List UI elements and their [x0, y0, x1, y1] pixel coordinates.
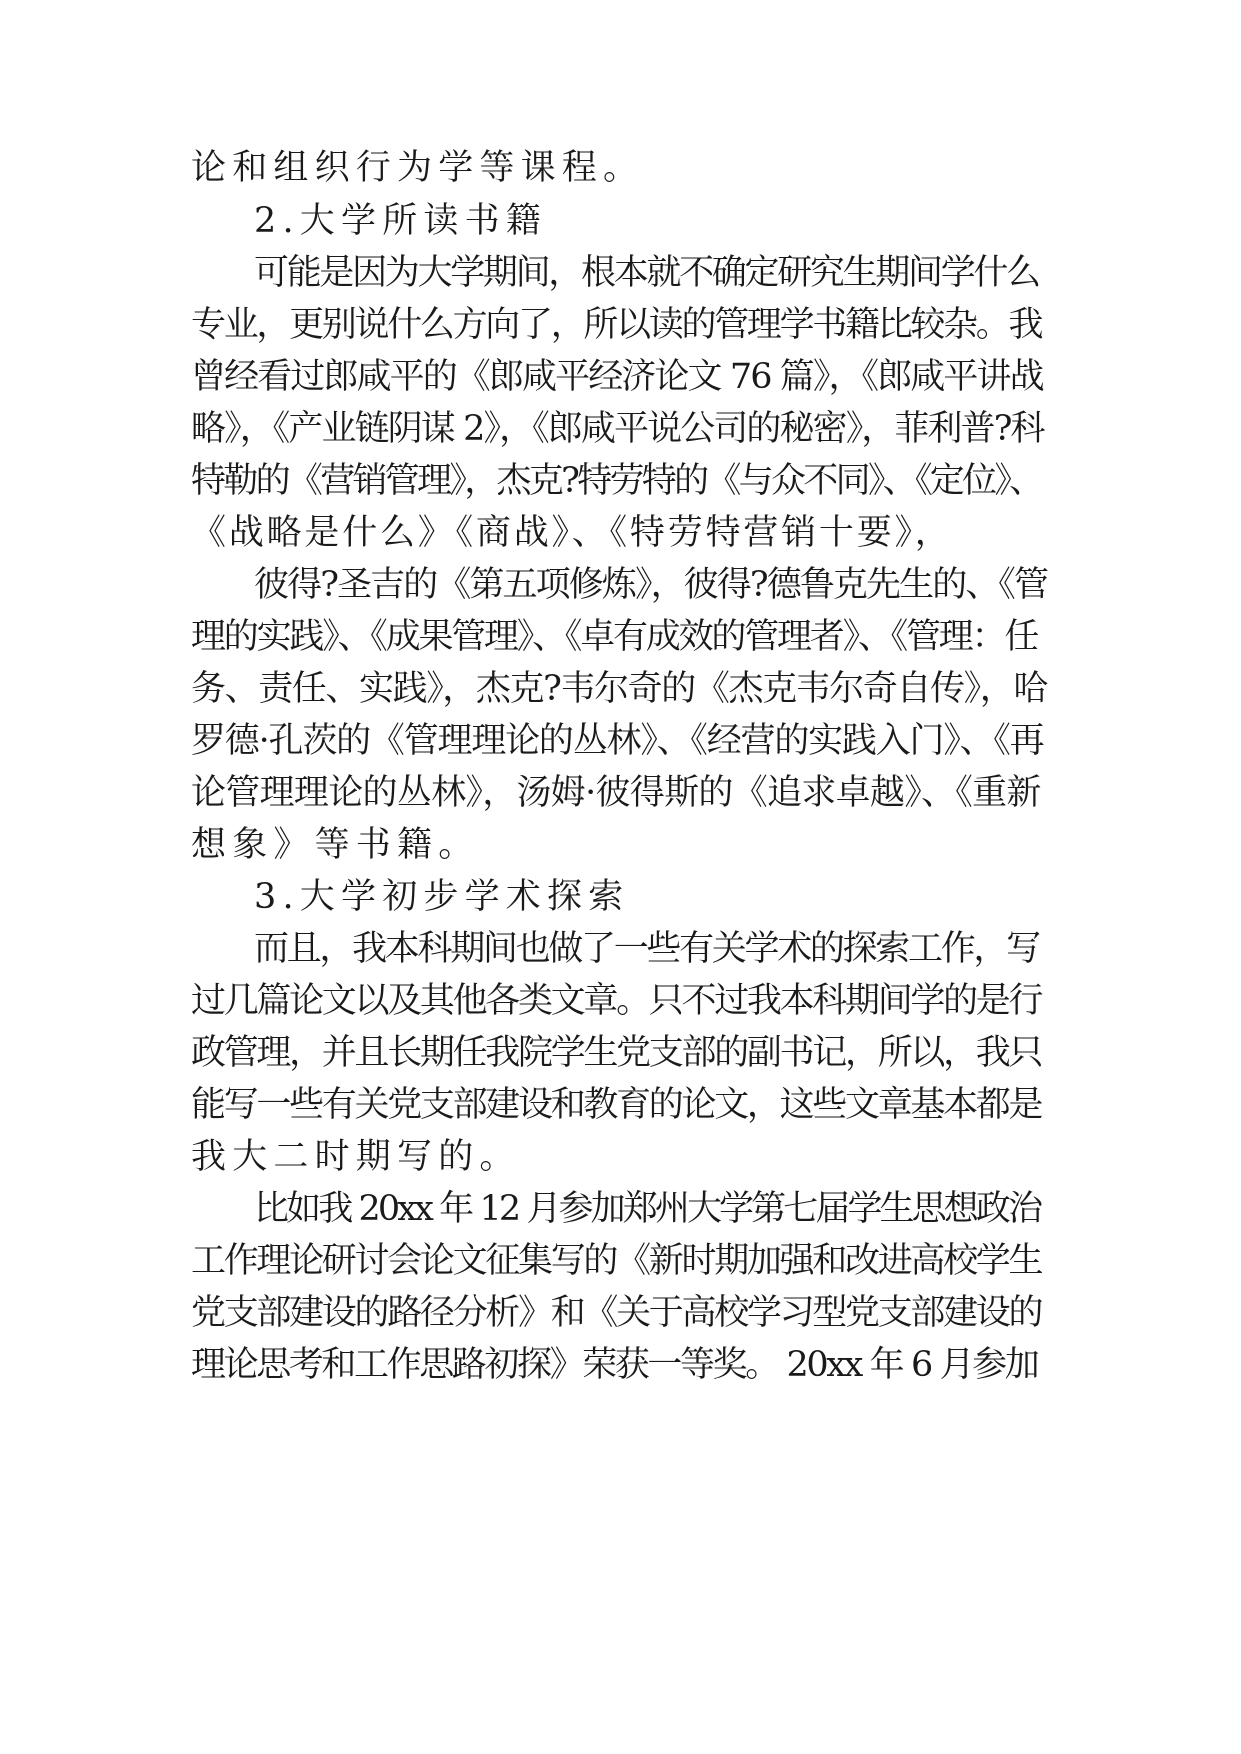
paragraph-line: 论和组织行为学等课程。 — [191, 148, 645, 188]
paragraph-line: 理的实践》、《成果管理》、《卓有成效的管理者》、《管理：任 — [191, 617, 1038, 657]
paragraph-line: 理论思考和工作思路初探》荣获一等奖。 20xx 年 6 月参加 — [191, 1345, 1038, 1385]
paragraph-line: 略》，《产业链阴谋 2》，《郎咸平说公司的秘密》，菲利普?科 — [191, 409, 1044, 449]
paragraph-line: 可能是因为大学期间，根本就不确定研究生期间学什么 — [254, 253, 1039, 293]
paragraph-line: 专业，更别说什么方向了，所以读的管理学书籍比较杂。我 — [191, 305, 1042, 345]
paragraph-line: 政管理，并且长期任我院学生党支部的副书记，所以，我只 — [191, 1033, 1042, 1073]
paragraph-line: 务、责任、实践》，杰克?韦尔奇的《杰克韦尔奇自传》，哈 — [191, 669, 1047, 709]
paragraph-line: 《战略是什么》《商战》、《特劳特营销十要》， — [191, 513, 953, 553]
section-heading: 3.大学初步学术探索 — [254, 877, 630, 917]
paragraph-line: 罗德·孔茨的《管理理论的丛林》、《经营的实践入门》、《再 — [191, 721, 1044, 761]
paragraph-line: 工作理论研讨会论文征集写的《新时期加强和改进高校学生 — [191, 1241, 1042, 1281]
paragraph-line: 想象》等书籍。 — [191, 825, 480, 865]
paragraph-line: 而且，我本科期间也做了一些有关学术的探索工作，写 — [254, 929, 1039, 969]
section-heading: 2.大学所读书籍 — [254, 201, 547, 241]
paragraph-line: 能写一些有关党支部建设和教育的论文，这些文章基本都是 — [191, 1085, 1042, 1125]
paragraph-line: 我大二时期写的。 — [191, 1137, 521, 1177]
paragraph-line: 曾经看过郎咸平的《郎咸平经济论文 76 篇》，《郎咸平讲战 — [191, 357, 1043, 397]
paragraph-line: 比如我 20xx 年 12 月参加郑州大学第七届学生思想政治 — [254, 1189, 1041, 1229]
paragraph-line: 彼得?圣吉的《第五项修炼》，彼得?德鲁克先生的、《管 — [254, 565, 1048, 605]
paragraph-line: 过几篇论文以及其他各类文章。只不过我本科期间学的是行 — [191, 981, 1042, 1021]
paragraph-line: 论管理理论的丛林》，汤姆·彼得斯的《追求卓越》、《重新 — [191, 773, 1041, 813]
paragraph-line: 特勒的《营销管理》，杰克?特劳特的《与众不同》、《定位》、 — [191, 461, 1042, 501]
paragraph-line: 党支部建设的路径分析》和《关于高校学习型党支部建设的 — [191, 1293, 1042, 1333]
